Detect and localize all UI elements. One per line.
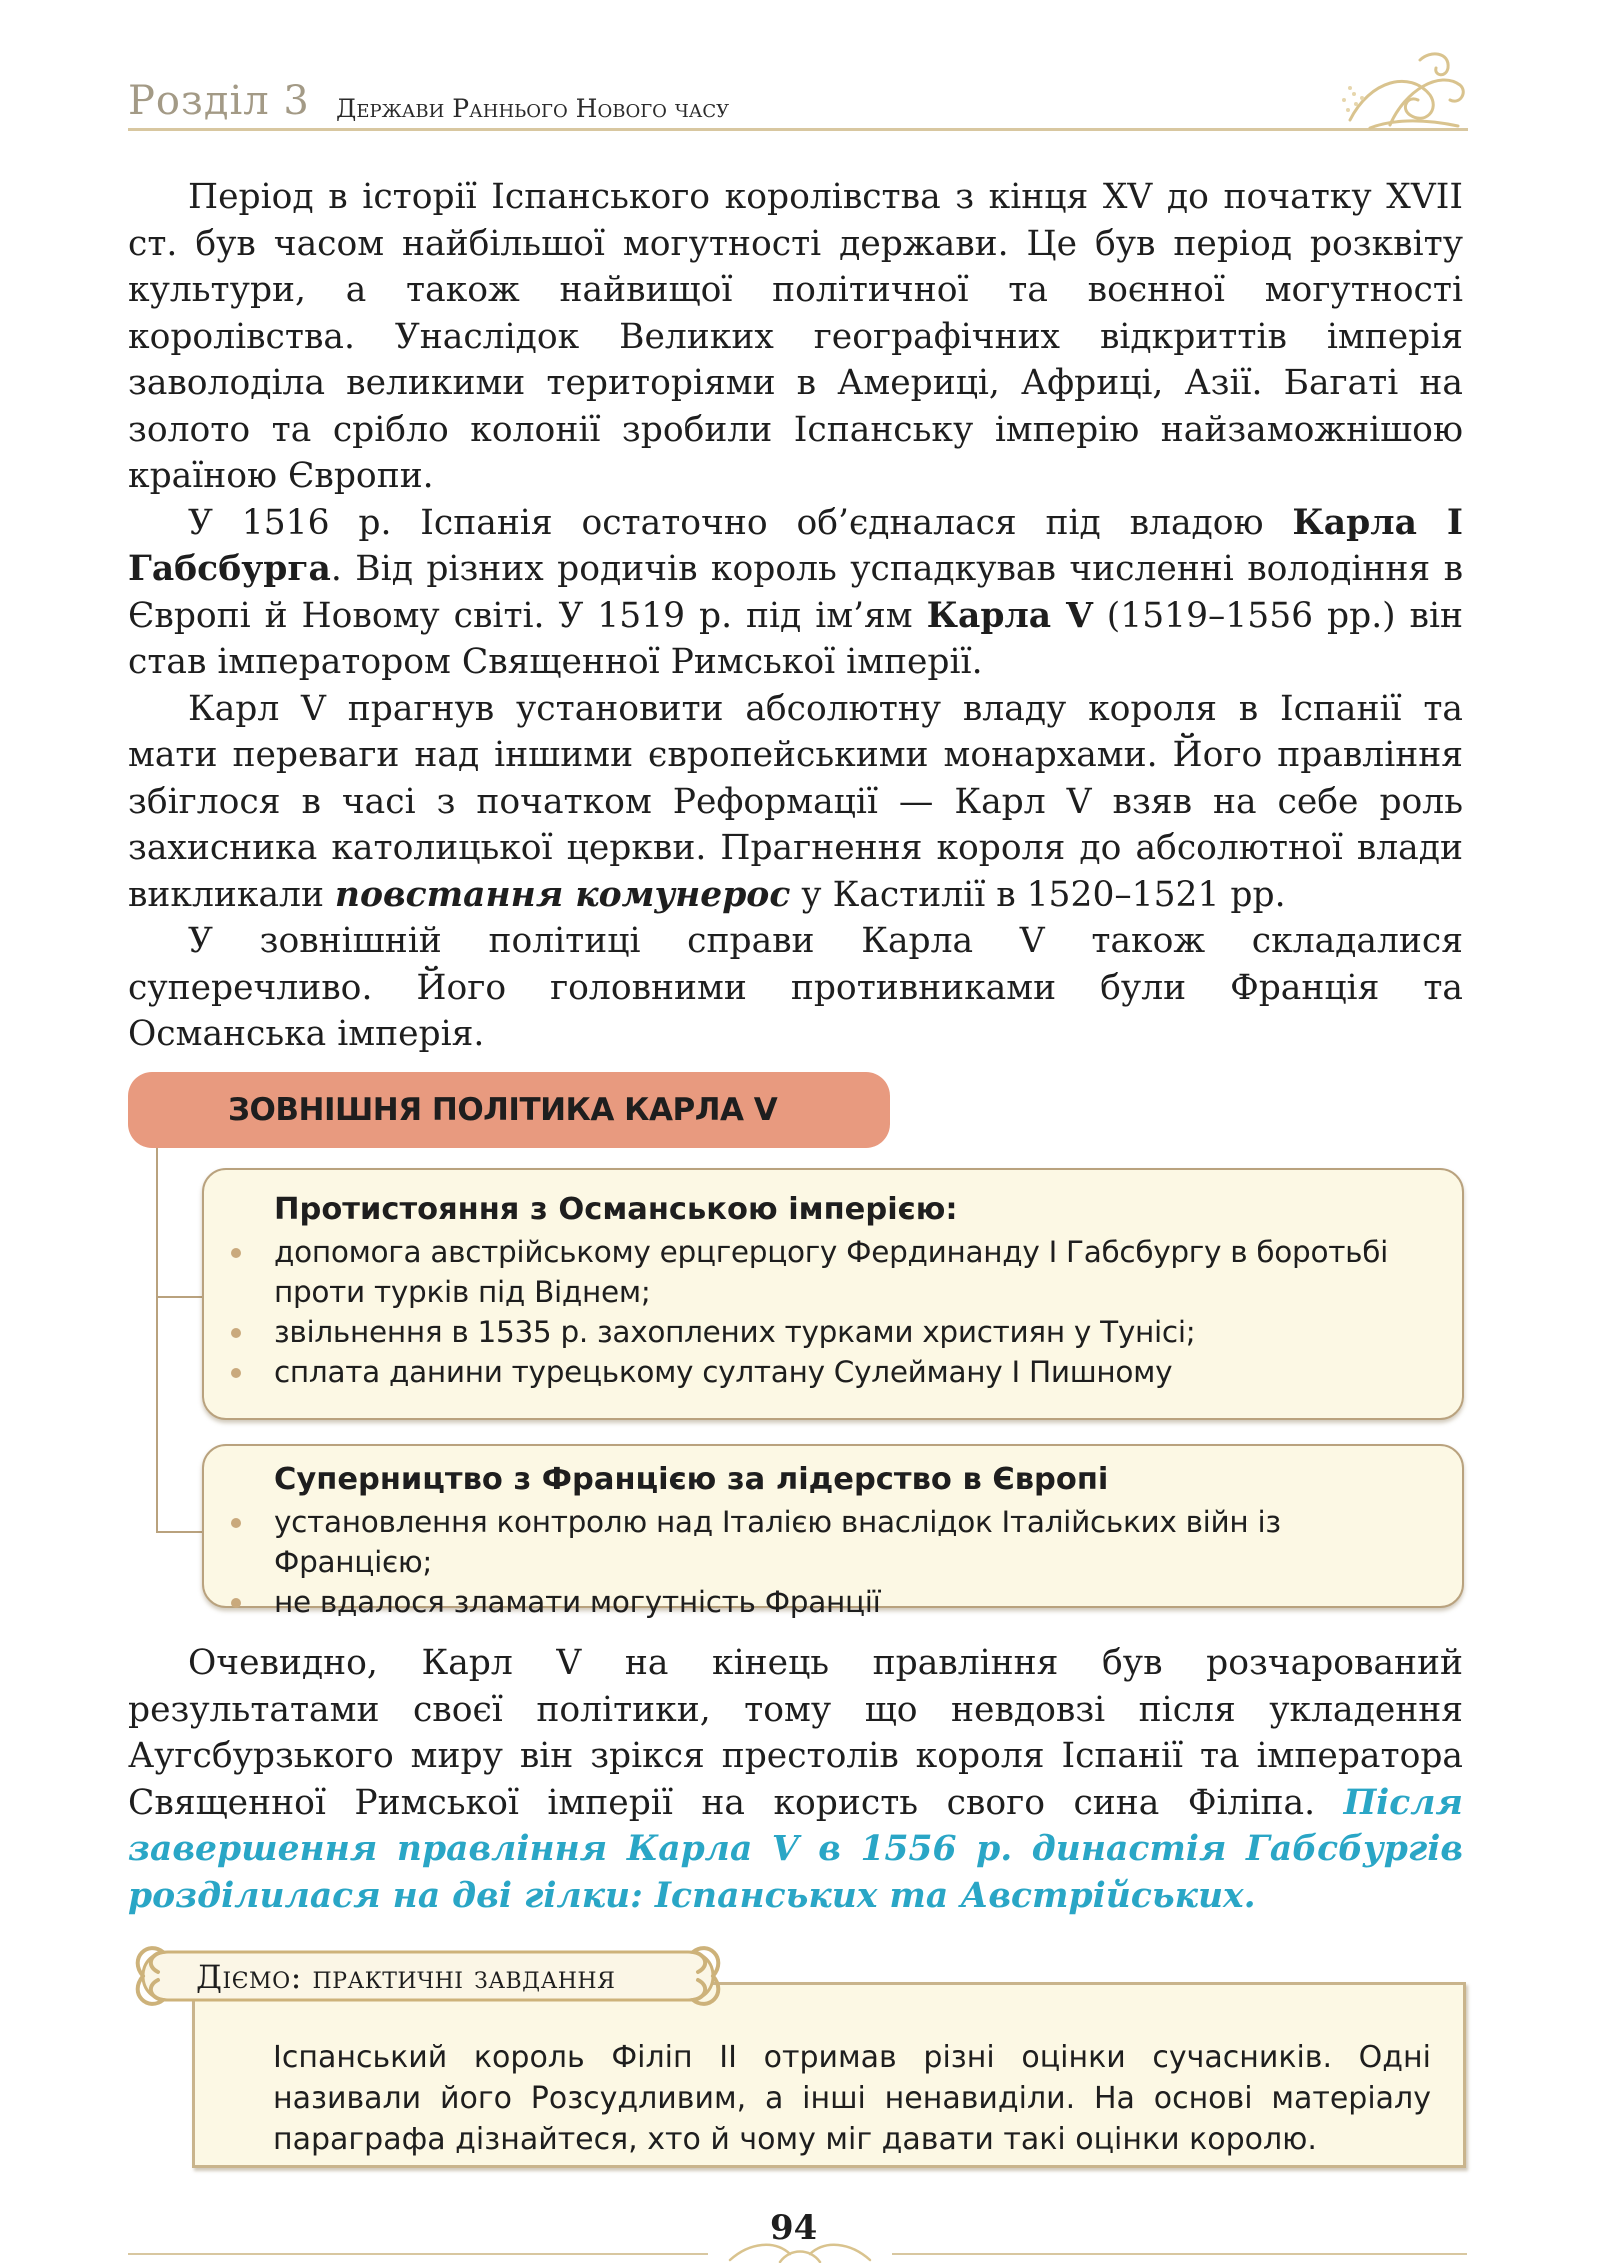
paragraph-5-text: Очевидно, Карл V на кінець правління був розчарований результатами своєї політики, тому що невдовзі після укладення Аугсбурзького миру він зрікся престолів короля Іспанії та імператора Священної Римської імперії на користь свого сина Філіпа. xyxy=(128,1643,1463,1823)
list-item xyxy=(274,1582,1444,1622)
scheme-title: ЗОВНІШНЯ ПОЛІТИКА КАРЛА V xyxy=(228,1092,778,1128)
list-item xyxy=(274,1312,1424,1352)
list-item-text: установлення контролю над Італією внаслідок Італійських війн із Францією; xyxy=(274,1505,1281,1579)
practical-task-banner xyxy=(128,1938,728,2014)
list-item xyxy=(274,1352,1424,1392)
paragraph-1: Період в історії Іспанського королівства з кінця XV до початку XVII ст. був часом найбільшої могутності держави. Це був період розквіту культури, а також найвищої політичної та воєнної могутності королівства. Унаслідок Великих географічних відкриттів імперія заволоділа великими територіями в Америці, Африці, Азії. Багаті на золото та срібло колонії зробили Іспанську імперію найзаможнішою країною Європи. xyxy=(128,177,1463,496)
paragraph-2 xyxy=(128,500,1463,686)
term-charles-i: Карла I Габсбурга xyxy=(128,502,1463,589)
paragraph-3-text-c: у Кастилії в 1520–1521 рр. xyxy=(790,874,1286,915)
scheme-connector xyxy=(156,1531,204,1533)
highlight-statement: Після завершення правління Карла V в 1556 р. династія Габсбургів розділилася на дві гілки: Іспанських та Австрійських. xyxy=(128,1782,1463,1916)
term-comuneros: повстання комунерос xyxy=(334,874,791,915)
bullet-icon xyxy=(231,1248,241,1258)
practical-task-text: Іспанський король Філіп II отримав різні оцінки сучасників. Одні називали його Розсудливим, а інші ненавиділи. На основі матеріалу параграфа дізнайтеся, хто й чому міг давати такі оцінки королю. xyxy=(273,2040,1431,2157)
conclusion-text xyxy=(128,1640,1463,1919)
paragraph-2-text-c: . Від різних родичів король успадкував численні володіння в Європі й Новому світі. У 1519 р. під ім’ям xyxy=(128,549,1463,636)
header-divider xyxy=(128,128,1468,131)
list-item xyxy=(274,1502,1444,1582)
france-list xyxy=(274,1502,1444,1622)
france-box-title: Суперництво з Францією за лідерство в Європі xyxy=(274,1462,1109,1497)
chapter-number: Розділ 3 xyxy=(128,78,310,124)
paragraph-2-text-e: (1519–1556 рр.) він став імператором Священної Римської імперії. xyxy=(128,595,1463,682)
paragraph-2-text-a: У 1516 р. Іспанія остаточно об’єдналася під владою xyxy=(188,502,1293,543)
paragraph-4: У зовнішній політиці справи Карла V також складалися суперечливо. Його головними противниками були Франція та Османська імперія. xyxy=(128,921,1463,1054)
scheme-connector xyxy=(156,1296,204,1298)
list-item xyxy=(274,1232,1424,1312)
paragraph-3-text-a: Карл V прагнув установити абсолютну владу короля в Іспанії та мати переваги над іншими європейськими монархами. Його правління збіглося в часі з початком Реформації — Карл V взяв на себе роль захисника католицької церкви. Прагнення короля до абсолютної влади викликали xyxy=(128,688,1463,915)
bullet-icon xyxy=(231,1368,241,1378)
bullet-icon xyxy=(231,1328,241,1338)
ottoman-box xyxy=(202,1168,1464,1420)
list-item-text: сплата данини турецькому султану Сулейману I Пишному xyxy=(274,1355,1173,1389)
bullet-icon xyxy=(231,1598,241,1608)
main-text xyxy=(128,174,1463,1058)
france-box xyxy=(202,1444,1464,1619)
list-item-text: звільнення в 1535 р. захоплених турками християн у Тунісі; xyxy=(274,1315,1196,1349)
scheme-connector xyxy=(156,1148,158,1532)
footer-divider xyxy=(128,2253,708,2255)
list-item-text: не вдалося зламати могутність Франції xyxy=(274,1585,881,1619)
scheme-title-banner xyxy=(128,1072,890,1148)
paragraph-5 xyxy=(128,1640,1463,1919)
footer-divider xyxy=(892,2253,1467,2255)
practical-task-label: Діємо: практичні завдання xyxy=(196,1958,616,1996)
list-item-text: допомога австрійському ерцгерцогу Фердинанду I Габсбургу в боротьбі проти турків під Віднем; xyxy=(274,1235,1388,1309)
page-number: 94 xyxy=(770,2208,818,2248)
ottoman-list xyxy=(274,1232,1424,1392)
ottoman-box-title: Протистояння з Османською імперією: xyxy=(274,1192,958,1227)
paragraph-3 xyxy=(128,686,1463,919)
bullet-icon xyxy=(231,1518,241,1528)
term-charles-v: Карла V xyxy=(926,595,1093,636)
chapter-title: Держави Раннього Нового часу xyxy=(336,94,730,123)
corner-ornament-icon xyxy=(1330,40,1470,140)
